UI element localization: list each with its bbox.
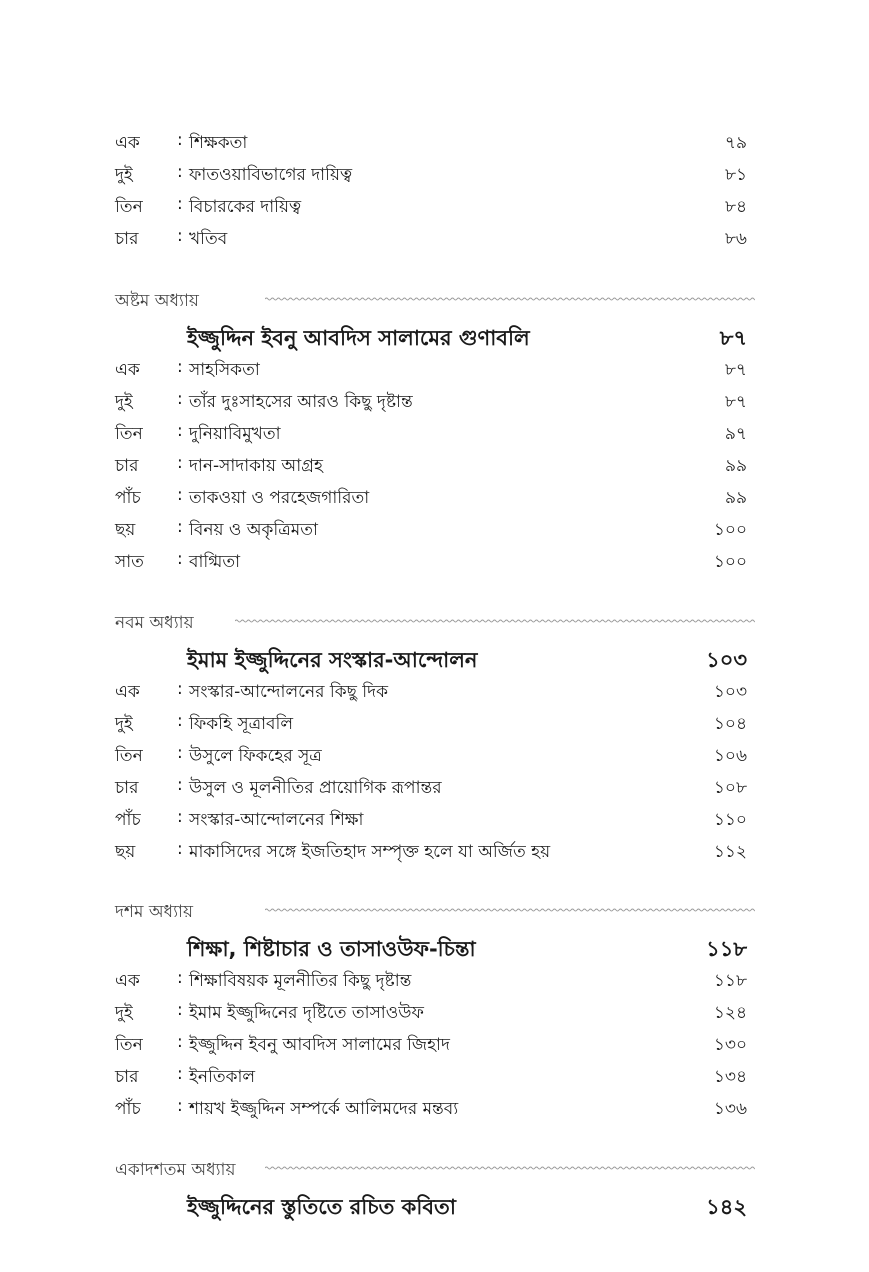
entry-number: পাঁচ (115, 488, 141, 508)
entry-title: উসুল ও মূলনীতির প্রায়োগিক রূপান্তর (189, 778, 442, 798)
toc-entry (115, 807, 747, 839)
entry-page-number: ৯৯ (724, 456, 747, 476)
entry-separator: : (177, 1000, 183, 1020)
entry-page-number: ৮৪ (724, 197, 747, 217)
entry-separator: : (177, 549, 183, 569)
entry-page-number: ১৩৪ (713, 1067, 747, 1087)
entry-separator: : (177, 421, 183, 441)
entry-number: চার (115, 456, 139, 476)
entry-page-number: ৮৭ (724, 392, 747, 412)
entry-title: খতিব (189, 229, 228, 249)
entry-title: বিনয় ও অকৃত্রিমতা (189, 520, 318, 540)
entry-title: দুনিয়াবিমুখতা (189, 424, 281, 444)
toc-entry (115, 1096, 747, 1128)
entry-title: সাহসিকতা (189, 360, 260, 380)
entry-separator: : (177, 968, 183, 988)
entry-page-number: ১০৮ (713, 778, 747, 798)
toc-entry (115, 1000, 747, 1032)
entry-separator: : (177, 130, 183, 150)
chapter-page-number: ১০৩ (706, 648, 747, 672)
entry-title: ইজ্জুদ্দিন ইবনু আবদিস সালামের জিহাদ (189, 1035, 450, 1055)
entry-page-number: ১০৩ (713, 682, 747, 702)
chapter-title-row (115, 644, 747, 678)
chapter-title-row (115, 1191, 747, 1225)
wavy-divider (265, 905, 755, 915)
chapter-title: ইজ্জুদ্দিনের স্তুতিতে রচিত কবিতা (187, 1195, 456, 1219)
toc-entry (115, 421, 747, 453)
toc-entry (115, 194, 747, 226)
entry-title: মাকাসিদের সঙ্গে ইজতিহাদ সম্পৃক্ত হলে যা অর্জিত হয় (189, 842, 551, 862)
entry-page-number: ১০৬ (713, 746, 747, 766)
entry-number: চার (115, 229, 139, 249)
entry-separator: : (177, 389, 183, 409)
entry-title: শিক্ষকতা (189, 133, 248, 153)
entry-number: দুই (115, 392, 133, 412)
entry-separator: : (177, 1032, 183, 1052)
entry-number: পাঁচ (115, 810, 141, 830)
entry-number: তিন (115, 424, 143, 444)
chapter-title-row (115, 933, 747, 967)
entry-page-number: ৮৬ (724, 229, 747, 249)
entry-page-number: ৭৯ (724, 133, 747, 153)
entry-separator: : (177, 485, 183, 505)
chapter-title: ইজ্জুদ্দিন ইবনু আবদিস সালামের গুণাবলি (187, 326, 530, 350)
chapter-page-number: ৮৭ (719, 326, 747, 350)
entry-title: বিচারকের দায়িত্ব (189, 197, 302, 217)
chapter-label: একাদশতম অধ্যায় (115, 1157, 243, 1185)
entry-number: পাঁচ (115, 1099, 141, 1119)
chapter-page-number: ১১৮ (706, 937, 747, 961)
entry-title: ইনতিকাল (189, 1067, 256, 1087)
entry-title: সংস্কার-আন্দোলনের কিছু দিক (189, 682, 388, 702)
toc-entry (115, 968, 747, 1000)
chapter-header (115, 899, 755, 925)
entry-page-number: ৯৭ (724, 424, 747, 444)
wavy-divider (265, 1163, 755, 1173)
toc-entry (115, 1032, 747, 1064)
entry-title: শায়খ ইজ্জুদ্দিন সম্পর্কে আলিমদের মন্তব্য (189, 1099, 459, 1119)
entry-page-number: ১১০ (713, 810, 747, 830)
entry-title: ইমাম ইজ্জুদ্দিনের দৃষ্টিতে তাসাওউফ (189, 1003, 424, 1023)
entry-number: দুই (115, 1003, 133, 1023)
entry-number: চার (115, 1067, 139, 1087)
toc-entry (115, 162, 747, 194)
toc-entry (115, 839, 747, 871)
entry-separator: : (177, 1096, 183, 1116)
entry-page-number: ১০০ (713, 552, 747, 572)
entry-title: বাগ্মিতা (189, 552, 241, 572)
entry-separator: : (177, 453, 183, 473)
entry-separator: : (177, 807, 183, 827)
entry-number: ছয় (115, 842, 136, 862)
entry-title: উসুলে ফিকহের সূত্র (189, 746, 322, 766)
entry-number: দুই (115, 165, 133, 185)
toc-entry (115, 517, 747, 549)
entry-page-number: ১১২ (713, 842, 747, 862)
entry-separator: : (177, 517, 183, 537)
entry-separator: : (177, 743, 183, 763)
chapter-title-row (115, 322, 747, 356)
toc-entry (115, 775, 747, 807)
entry-number: তিন (115, 1035, 143, 1055)
entry-separator: : (177, 194, 183, 214)
entry-page-number: ৮৭ (724, 360, 747, 380)
entry-page-number: ১৩০ (713, 1035, 747, 1055)
toc-entry (115, 389, 747, 421)
entry-number: চার (115, 778, 139, 798)
entry-page-number: ১০৪ (713, 714, 747, 734)
entry-separator: : (177, 711, 183, 731)
chapter-header (115, 610, 755, 636)
entry-title: তাঁর দুঃসাহসের আরও কিছু দৃষ্টান্ত (189, 392, 413, 412)
entry-title: শিক্ষাবিষয়ক মূলনীতির কিছু দৃষ্টান্ত (189, 971, 412, 991)
entry-number: সাত (115, 552, 144, 572)
chapter-label: নবম অধ্যায় (115, 610, 202, 638)
entry-page-number: ১১৮ (713, 971, 747, 991)
entry-title: তাকওয়া ও পরহেজগারিতা (189, 488, 370, 508)
entry-title: দান-সাদাকায় আগ্রহ (189, 456, 323, 476)
toc-entry (115, 130, 747, 162)
toc-entry (115, 743, 747, 775)
wavy-divider (235, 616, 755, 626)
entry-separator: : (177, 679, 183, 699)
entry-number: এক (115, 360, 140, 380)
entry-title: ফাতওয়াবিভাগের দায়িত্ব (189, 165, 353, 185)
chapter-header (115, 288, 755, 314)
wavy-divider (265, 294, 755, 304)
entry-number: তিন (115, 746, 143, 766)
chapter-page-number: ১৪২ (706, 1195, 747, 1219)
entry-separator: : (177, 775, 183, 795)
toc-entry (115, 453, 747, 485)
entry-number: তিন (115, 197, 143, 217)
entry-separator: : (177, 162, 183, 182)
chapter-label: অষ্টম অধ্যায় (115, 288, 207, 316)
entry-page-number: ৮১ (724, 165, 747, 185)
chapter-title: শিক্ষা, শিষ্টাচার ও তাসাওউফ-চিন্তা (187, 937, 476, 961)
entry-title: সংস্কার-আন্দোলনের শিক্ষা (189, 810, 364, 830)
toc-entry (115, 549, 747, 581)
entry-separator: : (177, 839, 183, 859)
entry-separator: : (177, 226, 183, 246)
toc-entry (115, 1064, 747, 1096)
entry-separator: : (177, 357, 183, 377)
toc-entry (115, 357, 747, 389)
entry-number: এক (115, 682, 140, 702)
toc-entry (115, 226, 747, 258)
toc-entry (115, 679, 747, 711)
entry-number: ছয় (115, 520, 136, 540)
chapter-title: ইমাম ইজ্জুদ্দিনের সংস্কার-আন্দোলন (187, 648, 478, 672)
entry-title: ফিকহি সূত্রাবলি (189, 714, 294, 734)
entry-page-number: ৯৯ (724, 488, 747, 508)
entry-page-number: ১০০ (713, 520, 747, 540)
entry-number: দুই (115, 714, 133, 734)
entry-separator: : (177, 1064, 183, 1084)
entry-number: এক (115, 971, 140, 991)
entry-page-number: ১২৪ (713, 1003, 747, 1023)
chapter-header (115, 1157, 755, 1183)
toc-entry (115, 485, 747, 517)
toc-entry (115, 711, 747, 743)
entry-page-number: ১৩৬ (713, 1099, 747, 1119)
chapter-label: দশম অধ্যায় (115, 899, 201, 927)
entry-number: এক (115, 133, 140, 153)
